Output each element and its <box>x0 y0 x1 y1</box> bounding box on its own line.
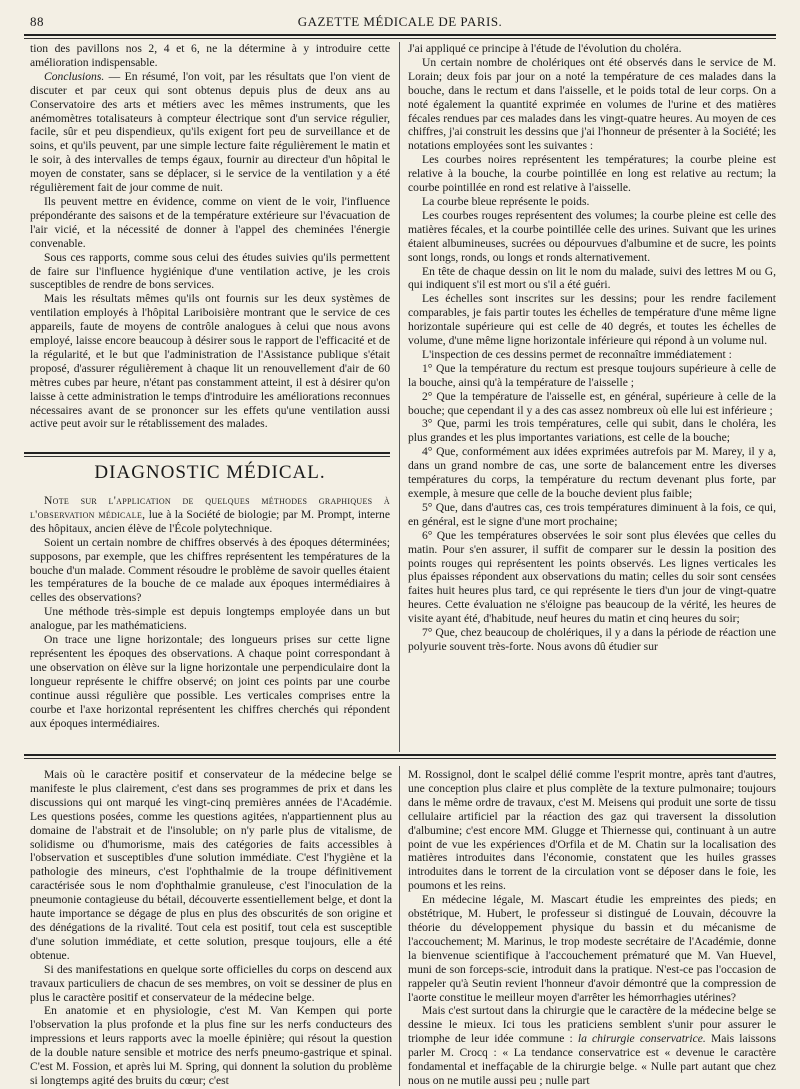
conclusions-text: — En résumé, l'on voit, par les résultats que l'on vient de discuter et par ceux qui sont obtenus depuis plus de deux ans au Conservatoire des arts et métiers avec les mêmes instruments, que les anémomètres totalisateurs à compteur électrique sont d'un service régulier, facile, sûr et peu dispendieux, qu'ils exigent fort peu de surveillance et de soins, et qu'ils peuvent, par une simple lecture faite régulièrement le matin et le soir, à des intervalles de temps égaux, fournir au directeur d'un hôpital le moyen de constater, sans se déplacer, si le service de la ventilation y a été régulièrement fait de jour comme de nuit. <box>30 69 390 195</box>
note-byline: lue à la Société de biologie; par M. Prompt, interne des hôpitaux, ancien élève de l'École polytechnique. <box>30 507 390 535</box>
paragraph: J'ai appliqué ce principe à l'étude de l'évolution du choléra. <box>408 42 682 55</box>
paragraph: La courbe bleue représente le poids. <box>422 194 590 208</box>
list-item: 6° Que les températures observées le soir sont plus élevées que celles du matin. Pour s'en assurer, il suffit de comparer sur le dessin la position des points rouges qui représentent les points observés. Les lignes verticales les plus épaisses répondent aux observations du matin; celles du soir sont censées faites huit heures plus tard, ce qui représente le tiers d'un jour de vingt-quatre heures. Cette évaluation ne s'éloigne pas beaucoup de la vérité, les heures de visite ayant été, d'habitude, neuf heures du matin et cinq heures du soir; <box>408 528 776 626</box>
page-number: 88 <box>30 14 44 29</box>
paragraph: En médecine légale, M. Mascart étudie les empreintes des pieds; en obstétrique, M. Hubert, le professeur si distingué de Louvain, découvre la théorie du développement physique du bassin et du mécanisme de l'accouchement; M. Marinus, le trop modeste secrétaire de l'Académie, donne la bienvenue scientifique à l'accouchement prématuré que M. Van Huevel, muni de son forceps-scie, introduit dans la pratique. N'est-ce pas l'occasion de rappeler qu'à Seutin revient l'honneur d'avoir démontré que la compression de l'aorte constitue le meilleur moyen d'arrêter les hémorrhagies utérines? <box>408 893 776 1004</box>
column-divider-bottom <box>399 766 400 1086</box>
journal-title: GAZETTE MÉDICALE DE PARIS. <box>297 14 503 29</box>
band-rule-thin <box>24 758 776 759</box>
paragraph: Une méthode très-simple est depuis longtemps employée dans un but analogue, par les mathématiciens. <box>30 605 390 633</box>
italic-phrase: la chirurgie conservatrice. <box>577 1032 706 1046</box>
paragraph: Si des manifestations en quelque sorte officielles du corps on descend aux travaux particuliers de chacun de ses membres, on voit se dessiner de plus en plus le caractère positif et conservateur de la médecine belge. <box>30 962 392 1004</box>
header-rule-thin <box>24 38 776 39</box>
paragraph: Ils peuvent mettre en évidence, comme on vient de le voir, l'influence prépondérante des saisons et de la température extérieure sur l'évacuation de l'air vicié, et la nécessité de donner à l'appel des cheminées l'énergie convenable. <box>30 194 390 250</box>
paragraph: Soient un certain nombre de chiffres observés à des époques déterminées; supposons, par exemple, que les chiffres représentent les températures de la bouche d'un malade. Comment résoudre le problème de savoir quelles étaient les températures de la bouche de ce malade aux époques intermédiaires à celles des observations? <box>30 535 390 605</box>
paragraph: On trace une ligne horizontale; des longueurs prises sur cette ligne représentent les époques des observations. A chaque point correspondant à une observation on élève sur la ligne horizontale une perpendiculaire dont la longueur représente le chiffre observé; on joint ces points par une courbe continue aussi régulière que possible. Les verticales comprises entre la courbe et l'axe horizontal représentent les chiffres cherchés qui répondent aux époques intermédiaires. <box>30 633 390 730</box>
text-run: Mais c'est surtout dans la chirurgie que le caractère de la médecine belge se dessine le mieux. Ici tous les praticiens semblent s'unir pour assurer le triomphe de leur idée commune : <box>408 1004 776 1046</box>
note-intro <box>30 494 390 536</box>
paragraph: M. Rossignol, dont le scalpel délié comme l'esprit montre, après tant d'autres, une conception plus claire et plus complète de la texture pulmonaire; toujours dans le même ordre de travaux, c'est M. Meisens qui produit une sorte de tissu cellulaire artificiel par la réaction des gaz qui traversent la dissolution d'albumine; c'est encore MM. Glugge et Thiernesse qui, continuant à un autre point de vue les expériences d'Orfila et de M. Chatin sur la localisation des matières introduites dans l'économie, constatent que les huiles grasses introduites dans le torrent de la circulation vont se déposer dans le foie, les poumons et les reins. <box>408 768 776 893</box>
paragraph: tion des pavillons nos 2, 4 et 6, ne la détermine à y introduire cette amélioration indispensable. <box>30 42 390 69</box>
paragraph: En tête de chaque dessin on lit le nom du malade, suivi des lettres M ou G, qui indiquent s'il est mort ou s'il a été guéri. <box>408 264 776 292</box>
paragraph-conclusions <box>30 70 390 195</box>
list-item: 5° Que, dans d'autres cas, ces trois températures diminuent à la fois, ce qui, en général, est le signe d'une mort prochaine; <box>408 500 776 528</box>
paragraph: En anatomie et en physiologie, c'est M. Van Kempen qui porte l'observation la plus profonde et la plus fine sur les nerfs conducteurs des impressions et leurs rapports avec la moelle épinière; qui résout la question de la double nature sensible et motrice des nerfs pneumo-gastrique et spinal. C'est M. Fossion, et après lui M. Spring, qui donnent la solution du problème si longtemps agité des bruits du cœur; c'est <box>30 1004 392 1086</box>
list-item: 2° Que la température de l'aisselle est, en général, supérieure à celle de la bouche; que cependant il y a des cas assez nombreux où elle lui est inférieure ; <box>408 389 776 417</box>
column-top-right <box>408 42 776 750</box>
column-top-left <box>30 42 390 450</box>
column-bottom-right <box>408 768 776 1086</box>
running-head <box>30 12 770 32</box>
list-item: 4° Que, conformément aux idées exprimées autrefois par M. Marey, il y a, dans un grand nombre de cas, une sorte de balancement entre les diverses températures du corps, la température du rectum devenant plus forte, par exemple, à mesure que celle de la bouche devient plus faible; <box>408 445 776 500</box>
band-rule <box>24 754 776 756</box>
paragraph: Les courbes noires représentent les températures; la courbe pleine est relative à la bouche, la courbe pointillée en long est relative au rectum; la courbe pointillée en rond est relative à l'aisselle. <box>408 153 776 195</box>
list-item: 1° Que la température du rectum est presque toujours supérieure à celle de la bouche, ainsi qu'à la température de l'aisselle ; <box>408 361 776 389</box>
list-item: 3° Que, parmi les trois températures, celle qui subit, dans le choléra, les plus grandes et les plus importantes variations, est celle de la bouche; <box>408 417 776 445</box>
note-title: Note sur l'application de quelques méthodes graphiques à l'observation médicale, <box>30 494 390 521</box>
list-item: 7° Que, chez beaucoup de cholériques, il y a dans la période de réaction une polyurie souvent très-forte. Nous avons dû étudier sur <box>408 626 776 653</box>
paragraph <box>408 1004 776 1086</box>
section-title: DIAGNOSTIC MÉDICAL. <box>94 462 326 483</box>
header-rule <box>24 34 776 36</box>
paragraph: Les échelles sont inscrites sur les dessins; pour les rendre facilement comparables, je fais partir toutes les échelles de température d'une même ligne horizontale supérieure qui est celle de 40 degrés, et toutes les échelles de volume, d'une même ligne horizontale inférieure qui répond à un volume nul. <box>408 292 776 348</box>
section-rule-thin <box>24 456 390 457</box>
section-rule <box>24 452 390 454</box>
paragraph: Un certain nombre de cholériques ont été observés dans le service de M. Lorain; deux fois par jour on a noté la température de ces malades dans la bouche, dans le rectum et dans l'aisselle, et le poids total de leur corps. On a noté également la quantité exprimée en volumes de l'urine et des matières fécales rendues par ces malades dans les vingt-quatre heures. Au moyen de ces chiffres, j'ai construit les dessins que j'ai l'honneur de présenter à la Société; les notations employées sont les suivantes : <box>408 55 776 153</box>
paragraph: L'inspection de ces dessins permet de reconnaître immédiatement : <box>422 347 732 361</box>
paragraph: Les courbes rouges représentent des volumes; la courbe pleine est celle des matières fécales, et la courbe pointillée celle des urines. Suivant que les urines étaient albumineuses, sucrées ou dépourvues d'albumine et de sucre, les points sont longs, ronds, ou longs et ronds alternativement. <box>408 208 776 264</box>
column-diagnostic <box>30 494 390 750</box>
text-run: Mais laissons parler M. Crocq : « La tendance conservatrice est « devenue le caractère fondamental et ineffaçable de la chirurgie belge. « Nulle part autant que chez nous on ne mutile aussi peu ; nulle part <box>408 1032 776 1086</box>
conclusions-label: Conclusions. <box>44 69 105 83</box>
paragraph: Mais les résultats mêmes qu'ils ont fournis sur les deux systèmes de ventilation employés à l'hôpital Lariboisière montrant que le service de ces appareils, faute de moyens de contrôle analogues à celui que nous avons employé, laisse encore beaucoup à désirer sous le rapport de l'efficacité et de la régularité, et le but que l'administration de l'Assistance publique s'était proposé, d'assurer régulièrement à chaque lit un renouvellement d'air de 60 mètres cubes par heure, n'étant pas constamment atteint, il est à désirer qu'on laisse à cette administration le temps d'introduire les améliorations reconnues nécessaires avant de se prononcer sur les effets qu'une ventilation aussi active peut avoir sur le rétablissement des malades. <box>30 292 390 431</box>
column-divider <box>399 42 400 752</box>
paragraph: Sous ces rapports, comme sous celui des études suivies qu'ils permettent de faire sur l'influence hygiénique d'une ventilation active, je les crois susceptibles de rendre de bons services. <box>30 250 390 292</box>
column-bottom-left <box>30 768 392 1086</box>
paragraph: Mais où le caractère positif et conservateur de la médecine belge se manifeste le plus clairement, c'est dans ses programmes de prix et dans les discussions qui ont marqué les vingt-cinq premières années de l'Académie. Les questions posées, comme les questions agitées, n'appartiennent plus au domaine de l'abstrait et de l'insoluble; on n'y parle plus de vitalisme, de solidisme ou d'humorisme, mais des catégories de faits accessibles à l'observation et susceptibles d'une solution immédiate. C'est l'hygiène et la pathologie des mineurs, c'est l'ophthalmie de la troupe définitivement caractérisée sous le nom d'ophthalmie granuleuse, c'est l'inoculation de la pneumonie contagieuse du bétail, découverte essentiellement belge, et dont la haute importance se dégage de plus en plus des obscurités de son origine et des dénégations de la rivalité. Tout cela est positif, tout cela est susceptible d'une solution immédiate, et cette solution, presque toujours, elle a été obtenue. <box>30 768 392 962</box>
